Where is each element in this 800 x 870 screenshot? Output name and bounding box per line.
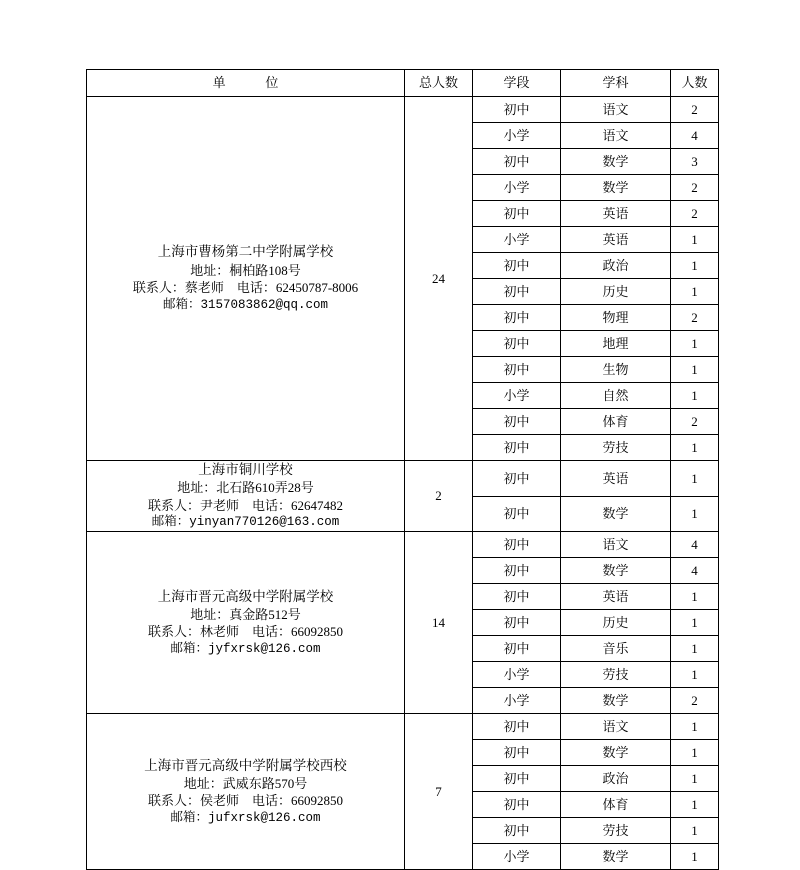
subject-cell: 英语 <box>561 584 671 610</box>
subject-cell: 物理 <box>561 305 671 331</box>
stage-cell: 初中 <box>473 279 561 305</box>
subject-cell: 体育 <box>561 409 671 435</box>
unit-name: 上海市晋元高级中学附属学校 <box>157 588 334 604</box>
table-row <box>87 461 719 497</box>
count-cell: 1 <box>671 461 719 497</box>
subject-cell: 历史 <box>561 610 671 636</box>
count-cell: 4 <box>671 532 719 558</box>
unit-name: 上海市铜川学校 <box>198 462 293 477</box>
stage-cell: 初中 <box>473 435 561 461</box>
count-cell: 2 <box>671 688 719 714</box>
unit-cell <box>87 714 405 870</box>
unit-address: 地址：桐柏路108号 <box>190 262 301 278</box>
count-cell: 2 <box>671 97 719 123</box>
count-cell: 2 <box>671 201 719 227</box>
table-body <box>87 97 719 870</box>
stage-cell: 小学 <box>473 227 561 253</box>
stage-cell: 初中 <box>473 766 561 792</box>
recruitment-table <box>86 69 719 870</box>
stage-cell: 初中 <box>473 740 561 766</box>
unit-cell <box>87 97 405 461</box>
stage-cell: 初中 <box>473 532 561 558</box>
subject-cell: 英语 <box>561 201 671 227</box>
count-cell: 1 <box>671 818 719 844</box>
count-cell: 1 <box>671 610 719 636</box>
count-cell: 1 <box>671 636 719 662</box>
count-cell: 1 <box>671 383 719 409</box>
subject-cell: 自然 <box>561 383 671 409</box>
column-header-subject: 学科 <box>561 70 671 97</box>
subject-cell: 数学 <box>561 175 671 201</box>
unit-total-count: 14 <box>405 532 473 714</box>
subject-cell: 劳技 <box>561 818 671 844</box>
subject-cell: 体育 <box>561 792 671 818</box>
stage-cell: 小学 <box>473 844 561 870</box>
unit-name: 上海市晋元高级中学附属学校西校 <box>144 757 347 773</box>
column-header-unit: 单 位 <box>87 70 405 97</box>
count-cell: 4 <box>671 123 719 149</box>
stage-cell: 初中 <box>473 461 561 497</box>
subject-cell: 语文 <box>561 532 671 558</box>
count-cell: 3 <box>671 149 719 175</box>
unit-cell <box>87 532 405 714</box>
stage-cell: 小学 <box>473 175 561 201</box>
count-cell: 2 <box>671 409 719 435</box>
count-cell: 1 <box>671 740 719 766</box>
subject-cell: 英语 <box>561 227 671 253</box>
subject-cell: 数学 <box>561 844 671 870</box>
stage-cell: 初中 <box>473 584 561 610</box>
stage-cell: 初中 <box>473 409 561 435</box>
stage-cell: 初中 <box>473 558 561 584</box>
stage-cell: 初中 <box>473 818 561 844</box>
table-row <box>87 97 719 123</box>
unit-total-count: 24 <box>405 97 473 461</box>
table-row <box>87 532 719 558</box>
unit-contact: 联系人：蔡老师 电话：62450787-8006 <box>132 280 359 296</box>
count-cell: 1 <box>671 844 719 870</box>
count-cell: 4 <box>671 558 719 584</box>
count-cell: 1 <box>671 253 719 279</box>
count-cell: 1 <box>671 496 719 532</box>
column-header-stage: 学段 <box>473 70 561 97</box>
subject-cell: 数学 <box>561 688 671 714</box>
unit-address: 地址：武威东路570号 <box>183 775 308 791</box>
count-cell: 1 <box>671 331 719 357</box>
stage-cell: 初中 <box>473 636 561 662</box>
count-cell: 1 <box>671 714 719 740</box>
count-cell: 1 <box>671 227 719 253</box>
stage-cell: 小学 <box>473 123 561 149</box>
subject-cell: 音乐 <box>561 636 671 662</box>
subject-cell: 地理 <box>561 331 671 357</box>
stage-cell: 初中 <box>473 331 561 357</box>
unit-email: 邮箱：jyfxrsk@126.com <box>170 641 321 656</box>
unit-contact: 联系人：侯老师 电话：66092850 <box>147 793 343 809</box>
subject-cell: 数学 <box>561 558 671 584</box>
stage-cell: 初中 <box>473 357 561 383</box>
unit-address: 地址：北石路610弄28号 <box>177 480 314 496</box>
unit-email: 邮箱：3157083862@qq.com <box>162 297 329 312</box>
subject-cell: 政治 <box>561 253 671 279</box>
count-cell: 1 <box>671 766 719 792</box>
subject-cell: 数学 <box>561 496 671 532</box>
subject-cell: 数学 <box>561 149 671 175</box>
stage-cell: 小学 <box>473 383 561 409</box>
subject-cell: 劳技 <box>561 435 671 461</box>
count-cell: 1 <box>671 279 719 305</box>
stage-cell: 小学 <box>473 688 561 714</box>
recruitment-table-container <box>86 69 718 870</box>
unit-email: 邮箱：jufxrsk@126.com <box>170 810 321 825</box>
count-cell: 1 <box>671 584 719 610</box>
subject-cell: 劳技 <box>561 662 671 688</box>
unit-total-count: 7 <box>405 714 473 870</box>
count-cell: 1 <box>671 792 719 818</box>
column-header-count: 人数 <box>671 70 719 97</box>
count-cell: 2 <box>671 305 719 331</box>
subject-cell: 语文 <box>561 123 671 149</box>
subject-cell: 历史 <box>561 279 671 305</box>
unit-address: 地址：真金路512号 <box>190 606 301 622</box>
subject-cell: 英语 <box>561 461 671 497</box>
stage-cell: 初中 <box>473 253 561 279</box>
subject-cell: 语文 <box>561 97 671 123</box>
stage-cell: 初中 <box>473 610 561 636</box>
unit-name: 上海市曹杨第二中学附属学校 <box>157 244 334 260</box>
unit-contact: 联系人：尹老师 电话：62647482 <box>147 497 343 513</box>
table-row <box>87 714 719 740</box>
stage-cell: 小学 <box>473 662 561 688</box>
subject-cell: 政治 <box>561 766 671 792</box>
subject-cell: 生物 <box>561 357 671 383</box>
count-cell: 1 <box>671 357 719 383</box>
table-header-row <box>87 70 719 97</box>
unit-cell <box>87 461 405 532</box>
subject-cell: 语文 <box>561 714 671 740</box>
column-header-total: 总人数 <box>405 70 473 97</box>
stage-cell: 初中 <box>473 714 561 740</box>
stage-cell: 初中 <box>473 305 561 331</box>
stage-cell: 初中 <box>473 97 561 123</box>
stage-cell: 初中 <box>473 792 561 818</box>
subject-cell: 数学 <box>561 740 671 766</box>
count-cell: 1 <box>671 435 719 461</box>
stage-cell: 初中 <box>473 496 561 532</box>
unit-total-count: 2 <box>405 461 473 532</box>
stage-cell: 初中 <box>473 201 561 227</box>
unit-email: 邮箱：yinyan770126@163.com <box>151 515 340 530</box>
unit-contact: 联系人：林老师 电话：66092850 <box>147 624 343 640</box>
stage-cell: 初中 <box>473 149 561 175</box>
count-cell: 2 <box>671 175 719 201</box>
count-cell: 1 <box>671 662 719 688</box>
